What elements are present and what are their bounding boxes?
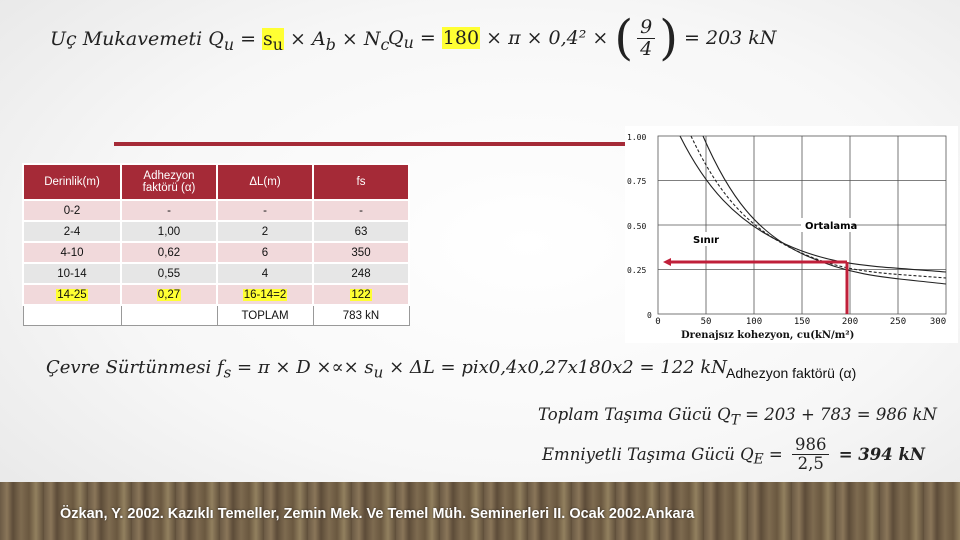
upper-limit-curve [680, 136, 946, 272]
table-row: 2-4 1,00 2 63 [23, 221, 409, 242]
x-axis-label: Drenajsız kohezyon, cu(kN/m²) [681, 330, 855, 341]
arrow-head [663, 258, 671, 266]
table-header-row [23, 164, 409, 200]
adhesion-factor-chart [625, 126, 958, 343]
chart-svg [625, 126, 958, 343]
x-tick: 200 [841, 317, 859, 327]
citation: Özkan, Y. 2002. Kazıklı Temeller, Zemin Mek. Ve Temel Müh. Seminerleri II. Ocak 2002.Ankara [60, 506, 695, 522]
header-adhesion: Adhezyon faktörü (α) [121, 164, 217, 200]
table-row: 10-14 0,55 4 248 [23, 263, 409, 284]
total-label: TOPLAM [217, 305, 313, 326]
highlight-value: 180 [442, 27, 480, 49]
table-row: 14-25 0,27 16-14=2 122 [23, 284, 409, 305]
y-tick: 1.00 [627, 133, 647, 142]
y-tick: 0.25 [627, 266, 647, 275]
label-limit: Sınır [693, 235, 720, 246]
table-total-row [23, 305, 409, 326]
x-tick: 0 [655, 317, 661, 327]
divider-line [114, 142, 626, 146]
x-tick: 250 [889, 317, 907, 327]
header-fs: fs [313, 164, 409, 200]
chart-caption: Adhezyon faktörü (α) [726, 365, 857, 381]
label-average: Ortalama [805, 221, 858, 232]
formula-skin-friction: Çevre Sürtünmesi $f_s = \pi \times D$ ×∝× $s_u \times \Delta L = pix0,4x0,27x180x2 = 122$ kN [46, 357, 728, 382]
highlight-su: $s_u$ [263, 28, 283, 54]
y-tick: 0.50 [627, 222, 647, 231]
header-delta-l: ΔL(m) [217, 164, 313, 200]
y-tick: 0.75 [627, 177, 647, 186]
table-row: 0-2 - - - [23, 200, 409, 221]
x-tick: 100 [745, 317, 763, 327]
formula-qu-computation: $Q_u = 180 \times \pi \times 0,4^2$ × ( $\frac{9}{4}$ ) = 203 kN [388, 10, 777, 66]
total-value: 783 kN [313, 305, 409, 326]
header-depth: Derinlik(m) [23, 164, 121, 200]
fraction: $\frac{9}{4}$ [637, 17, 655, 60]
x-tick: 300 [929, 317, 947, 327]
x-tick: 50 [700, 317, 712, 327]
formula-total-capacity: Toplam Taşıma Gücü $Q_T = 203 + 783 = 986$ kN [538, 405, 937, 429]
adhesion-table [22, 163, 410, 326]
table-row: 4-10 0,62 6 350 [23, 242, 409, 263]
y-tick: 0 [647, 311, 652, 320]
formula-tip-resistance: Uç Mukavemeti $Q_u = s_u \times A_b \times N_c$ [50, 28, 390, 54]
fraction: $\frac{986}{2,5}$ [792, 436, 830, 473]
x-tick: 150 [793, 317, 811, 327]
formula-label: Uç Mukavemeti [50, 28, 203, 50]
formula-safe-capacity: Emniyetli Taşıma Gücü $Q_E$ = $\frac{986}{2,5}$ = 394 kN [542, 435, 925, 474]
